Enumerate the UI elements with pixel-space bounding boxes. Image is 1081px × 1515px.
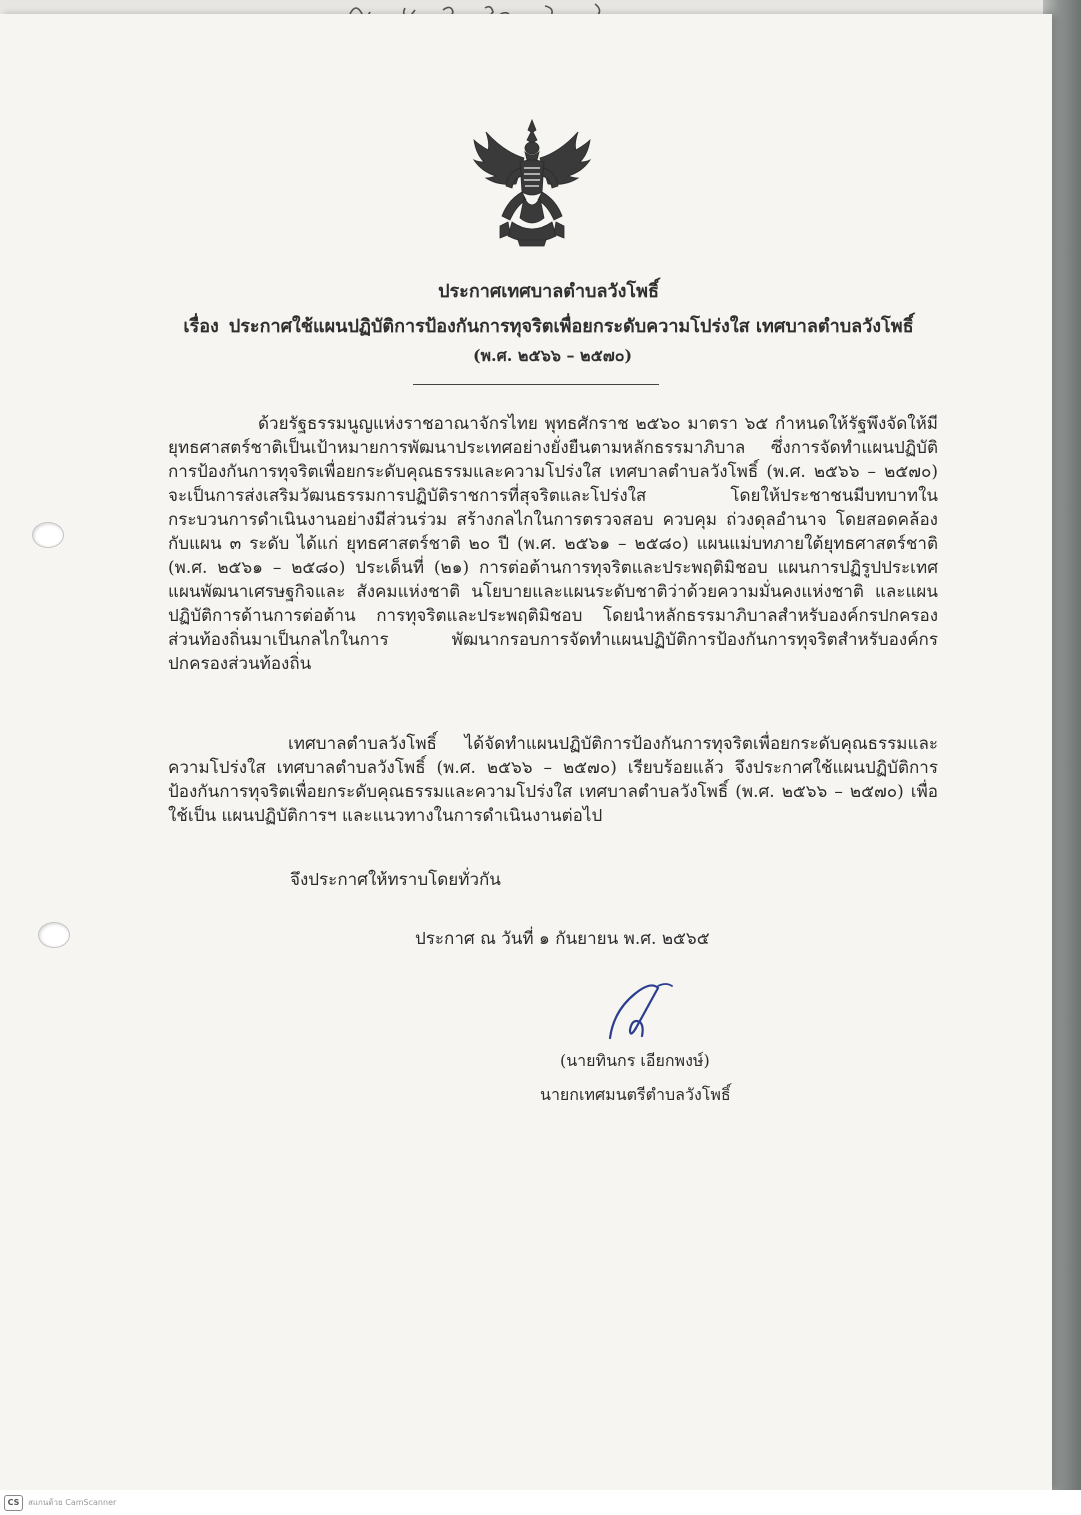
body-paragraph-1: ด้วยรัฐธรรมนูญแห่งราชอาณาจักรไทย พุทธศักราช ๒๕๖๐ มาตรา ๖๕ กำหนดให้รัฐพึงจัดให้มียุทธศาสตร์ชาติเป็นเป้าหมายการพัฒนาประเทศอย่างยั่งยืนตามหลักธรรมาภิบาล ซึ่งการจัดทำแผนปฏิบัติการป้องกันการทุจริตเพื่อยกระดับคุณธรรมและความโปร่งใส เทศบาลตำบลวังโพธิ์ (พ.ศ. ๒๕๖๖ – ๒๕๗๐) จะเป็นการส่งเสริมวัฒนธรรมการปฏิบัติราชการที่สุจริตและโปร่งใส โดยให้ประชาชนมีบทบาทในกระบวนการดำเนินงานอย่างมีส่วนร่วม สร้างกลไกในการตรวจสอบ ควบคุม ถ่วงดุลอำนาจ โดยสอดคล้องกับแผน ๓ ระดับ ได้แก่ ยุทธศาสตร์ชาติ ๒๐ ปี (พ.ศ. ๒๕๖๑ – ๒๕๘๐) แผนแม่บทภายใต้ยุทธศาสตร์ชาติ (พ.ศ. ๒๕๖๑ – ๒๕๘๐) ประเด็นที่ (๒๑) การต่อต้านการทุจริตและประพฤติมิชอบ แผนการปฏิรูปประเทศ แผนพัฒนาเศรษฐกิจและ สังคมแห่งชาติ นโยบายและแผนระดับชาติว่าด้วยความมั่นคงแห่งชาติ และแผนปฏิบัติการด้านการต่อต้าน การทุจริตและประพฤติมิชอบ โดยนำหลักธรรมาภิบาลสำหรับองค์กรปกครองส่วนท้องถิ่นมาเป็นกลไกในการ พัฒนากรอบการจัดทำแผนปฏิบัติการป้องกันการทุจริตสำหรับองค์กรปกครองส่วนท้องถิ่น	[168, 414, 938, 674]
punch-hole-bottom	[38, 922, 70, 948]
document-subject	[8, 311, 1081, 340]
garuda-emblem-icon	[472, 118, 592, 248]
signer-title: นายกเทศมนตรีตำบลวังโพธิ์	[540, 1085, 731, 1104]
title-divider	[413, 384, 659, 385]
subject-label: เรื่อง	[183, 316, 219, 337]
punch-hole-top	[32, 522, 64, 548]
scanner-footer	[0, 1490, 1081, 1515]
body-paragraph-2: เทศบาลตำบลวังโพธิ์ ได้จัดทำแผนปฏิบัติการป้องกันการทุจริตเพื่อยกระดับคุณธรรมและความโปร่งใส เทศบาลตำบลวังโพธิ์ (พ.ศ. ๒๕๖๖ – ๒๕๗๐) เรียบร้อยแล้ว จึงประกาศใช้แผนปฏิบัติการป้องกันการทุจริตเพื่อยกระดับคุณธรรมและความโปร่งใส เทศบาลตำบลวังโพธิ์ (พ.ศ. ๒๕๖๖ – ๒๕๗๐) เพื่อใช้เป็น แผนปฏิบัติการฯ และแนวทางในการดำเนินงานต่อไป	[168, 734, 938, 826]
announcement-date: ประกาศ ณ วันที่ ๑ กันยายน พ.ศ. ๒๕๖๕	[415, 929, 710, 949]
scanner-footer-text: สแกนด้วย CamScanner	[28, 1498, 117, 1507]
closing-line: จึงประกาศให้ทราบโดยทั่วกัน	[290, 870, 501, 890]
signer-name: (นายทินกร เอียกพงษ์)	[560, 1051, 710, 1070]
handwritten-signature	[600, 980, 680, 1050]
document-period: (พ.ศ. ๒๕๖๖ – ๒๕๗๐)	[472, 346, 633, 365]
camscanner-logo-icon: CS	[4, 1495, 23, 1511]
document-title: ประกาศเทศบาลตำบลวังโพธิ์	[438, 281, 659, 302]
subject-text: ประกาศใช้แผนปฏิบัติการป้องกันการทุจริตเพื่อยกระดับความโปร่งใส เทศบาลตำบลวังโพธิ์	[228, 316, 914, 337]
